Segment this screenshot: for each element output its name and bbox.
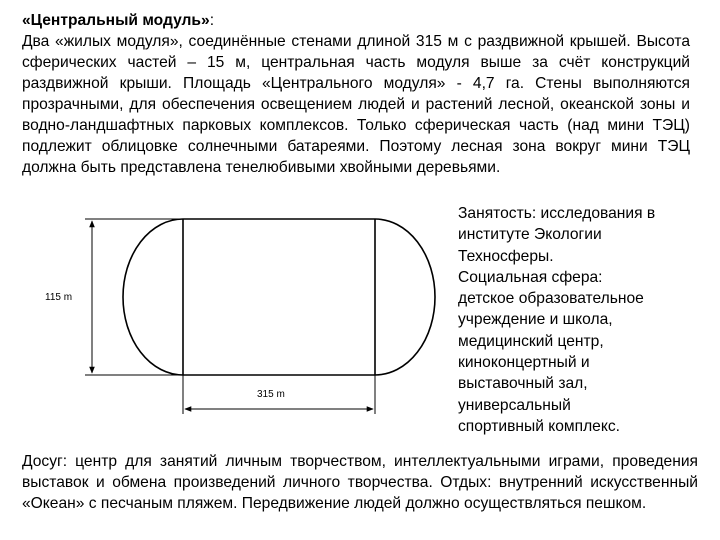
amenities-line: спортивный комплекс. (458, 417, 620, 435)
module-outline (123, 219, 435, 375)
amenities-line: институте Экологии (458, 226, 602, 244)
length-label: 315 m (257, 389, 285, 400)
amenities-line: выставочный зал, (458, 375, 588, 393)
module-title: «Центральный модуль» (22, 12, 210, 29)
amenities-line: детское образовательное (458, 290, 644, 308)
amenities-line: киноконцертный и (458, 354, 590, 372)
title-colon: : (209, 12, 215, 29)
amenities-line: Техносферы. (458, 247, 554, 265)
amenities-line: Социальная сфера: (458, 268, 603, 286)
amenities-line: медицинский центр, (458, 332, 604, 350)
intro-body: Два «жилых модуля», соединённые стенами длиной 315 м с раздвижной крышей. Высота сферических частей – 15 м, центральная часть модуля выше за счёт конструкций раздвижной крыши. Площадь «Центрального модуля» - 4,7 га. Стены выполняются прозрачными, для обеспечения освещением людей и растений лесной, океанской зоны и водно-ландшафтных парковых комплексов. Только сферическая часть (над мини ТЭЦ) подлежит облицовке солнечными батареями. Поэтому лесная зона вокруг мини ТЭЦ должна быть представлена тенелюбивыми хвойными деревьями. (22, 33, 690, 176)
amenities-list (458, 203, 708, 437)
amenities-line: универсальный (458, 396, 571, 414)
height-label: 115 m (45, 292, 73, 303)
leisure-paragraph: Досуг: центр для занятий личным творчеством, интеллектуальными играми, проведения выставок и обмена произведений личного творчества. Отдых: внутренний искусственный «Океан» с песчаным пляжем. Передвижение людей должно осуществляться пешком. (22, 453, 698, 512)
amenities-line: Занятость: исследования в (458, 205, 656, 222)
amenities-line: учреждение и школа, (458, 311, 613, 329)
